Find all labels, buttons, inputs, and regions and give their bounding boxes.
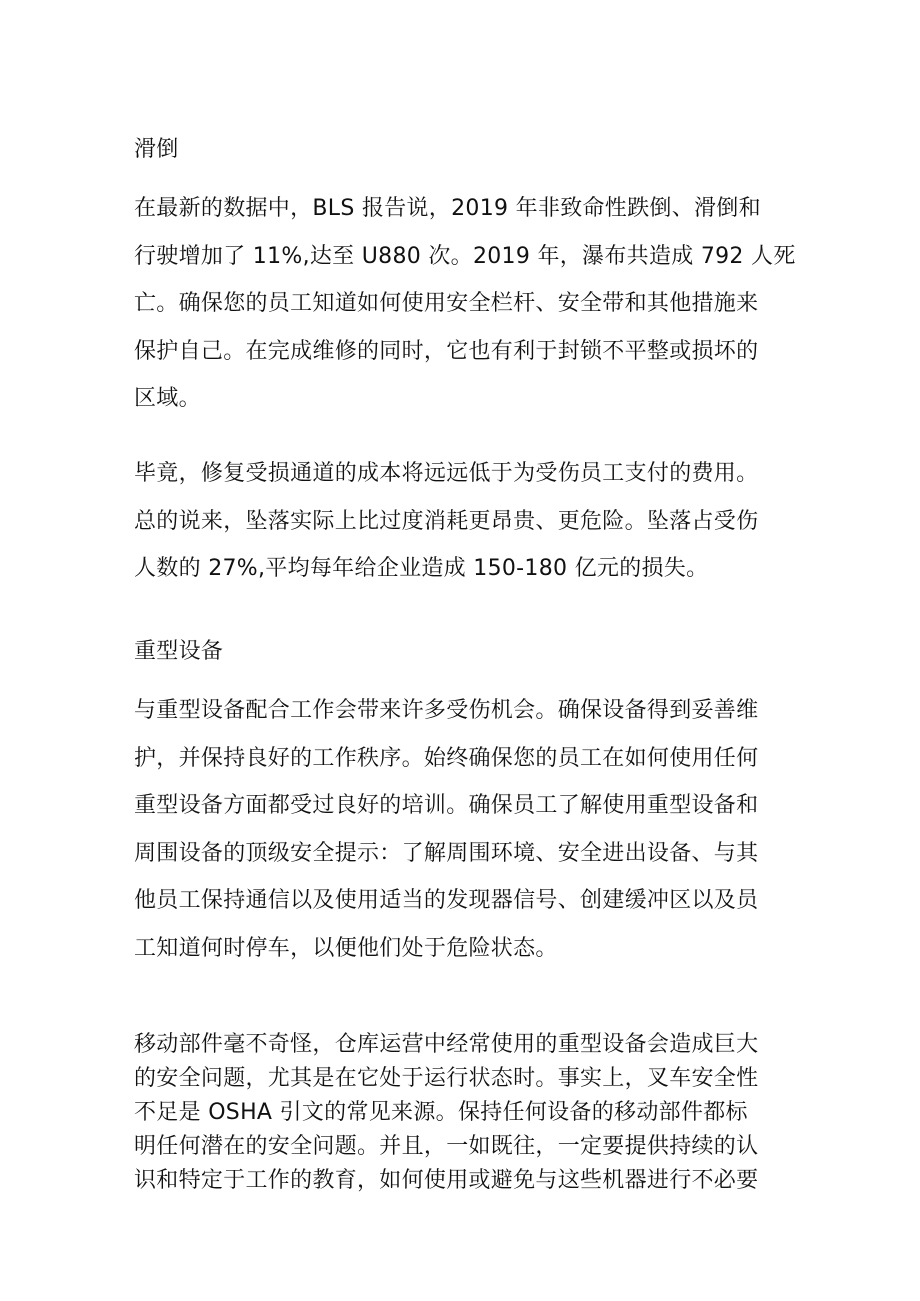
paragraph-line: 与重型设备配合工作会带来许多受伤机会。确保设备得到妥善维: [134, 698, 759, 723]
paragraph-line: 不足是 OSHA 引文的常见来源。保持任何设备的移动部件都标: [134, 1100, 748, 1125]
paragraph-line: 的安全问题，尤其是在它处于运行状态时。事实上，叉车安全性: [134, 1066, 759, 1091]
paragraph-line: 人数的 27%,平均每年给企业造成 150-180 亿元的损失。: [134, 556, 709, 581]
paragraph-line: 总的说来，坠落实际上比过度消耗更昂贵、更危险。坠落占受伤: [134, 508, 759, 534]
paragraph-line: 明任何潜在的安全问题。并且，一如既往，一定要提供持续的认: [134, 1134, 759, 1159]
paragraph-line: 工知道何时停车，以便他们处于危险状态。: [134, 935, 558, 961]
paragraph-line: 行驶增加了 11%,达至 U880 次。2019 年，瀑布共造成 792 人死: [134, 243, 796, 269]
paragraph-heavy-equipment-1: [134, 687, 794, 972]
paragraph-line: 毕竟，修复受损通道的成本将远远低于为受伤员工支付的费用。: [134, 461, 759, 486]
paragraph-line: 重型设备方面都受过良好的培训。确保员工了解使用重型设备和: [134, 793, 759, 818]
paragraph-line: 移动部件毫不奇怪，仓库运营中经常使用的重型设备会造成巨大: [134, 1032, 759, 1057]
paragraph-line: 周围设备的顶级安全提示：了解周围环境、安全进出设备、与其: [134, 840, 759, 866]
paragraph-line: 在最新的数据中，BLS 报告说，2019 年非致命性跌倒、滑倒和: [134, 196, 761, 221]
paragraph-moving-parts: [134, 1028, 794, 1198]
paragraph-line: 保护自己。在完成维修的同时，它也有利于封锁不平整或损坏的: [134, 338, 759, 364]
paragraph-line: 区域。: [134, 386, 201, 411]
paragraph-line: 亡。确保您的员工知道如何使用安全栏杆、安全带和其他措施来: [134, 291, 759, 316]
section-heading-heavy-equipment: [134, 635, 794, 669]
paragraph-line: 护，并保持良好的工作秩序。始终确保您的员工在如何使用任何: [134, 745, 759, 771]
heading-text: 重型设备: [134, 639, 224, 664]
paragraph-line: 识和特定于工作的教育，如何使用或避免与这些机器进行不必要: [134, 1168, 759, 1193]
paragraph-line: 他员工保持通信以及使用适当的发现器信号、创建缓冲区以及员: [134, 888, 759, 913]
heading-text: 滑倒: [134, 137, 179, 162]
paragraph-slip-1: [134, 185, 794, 423]
paragraph-slip-2: [134, 450, 794, 593]
section-heading-slip: [134, 133, 794, 167]
